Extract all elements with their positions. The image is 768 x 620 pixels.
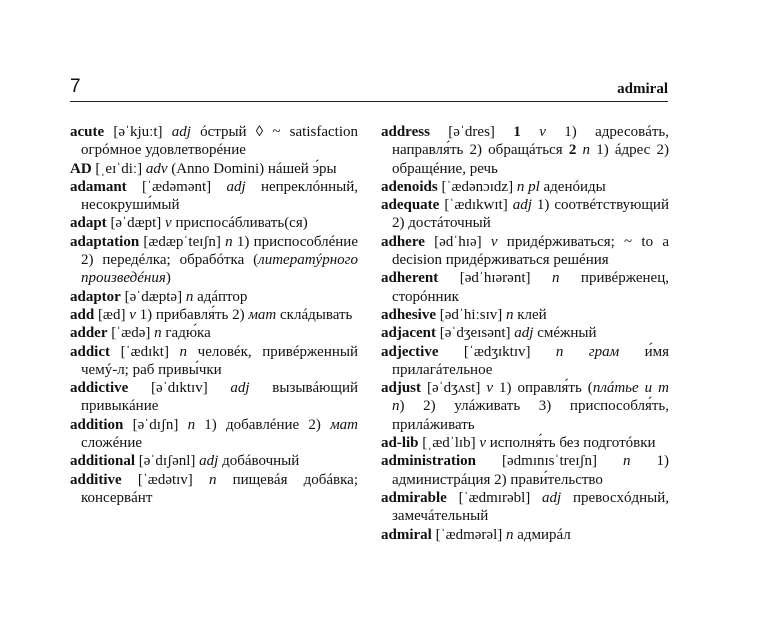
entry-text: [ˈædʒɪktɪv] [438,343,556,360]
entry-label: n [506,306,514,323]
entry-text: [əˈdɪʃn] [123,416,188,433]
entry-label: adj [230,380,250,397]
entry-text: [əˈkjuːt] [104,124,172,140]
entry-label: v [479,435,487,452]
dictionary-entry [70,416,358,453]
entry-headword: acute [70,124,105,140]
entry-label: adj [542,489,562,506]
entry-label: n pl [516,178,540,195]
dictionary-entry [70,379,358,416]
entry-headword: administration [381,453,477,470]
entry-label: n [154,325,162,342]
entry-label: n [225,233,233,250]
entry-text: ) [165,270,171,287]
entry-label: литератýрного произведéния [81,252,358,287]
entry-headword: addictive [70,380,129,397]
entry-text: придéрживаться; ~ to a decision придéрживаться решéния [392,233,670,269]
entry-text: [əˈdʒeɪsənt] [436,325,515,342]
dictionary-entry [381,324,669,342]
entry-headword: adjacent [381,325,436,342]
entry-text: [ˌeɪˈdiː] [91,160,146,177]
dictionary-entry [70,214,358,232]
entry-text: (Anno Domini) нáшей э́ры [167,160,337,177]
dictionary-entry [70,306,358,324]
entry-headword: adenoids [381,178,438,195]
entry-text: адáптор [193,288,248,305]
dictionary-entry [70,324,358,342]
entry-text: 2 [568,142,577,159]
dictionary-entry [70,343,358,380]
running-head: admiral [617,81,668,97]
entry-text: 1) прибавля́ть 2) [135,306,249,323]
entry-text: сложéние [81,435,143,452]
entry-text: [ədˈhiːsɪv] [436,306,506,323]
entry-headword: adamant [70,178,127,195]
entry-label: adv [145,160,168,177]
dictionary-entry [381,343,669,380]
entry-text: человéк, привéрженный чемý-л; раб привы́чки [81,343,358,378]
dictionary-entry [381,123,669,178]
entry-headword: adherent [381,270,439,287]
dictionary-entry [70,452,358,470]
entry-text: [əˈdʒʌst] [421,380,487,397]
entry-text: [əˈdæpt] [106,215,166,232]
entry-text: [ədˈhɪə] [424,233,491,250]
entry-label: n [179,343,188,360]
entry-text: [ˈædɪkt] [110,343,180,360]
entry-headword: additional [70,453,136,470]
header-rule [70,101,668,102]
entry-text: [ˈædəmənt] [126,178,227,195]
entry-text: 1) соотвéтствующий 2) достáточный [392,197,669,232]
entry-label: adj [226,178,246,195]
entry-text: склáдывать [276,306,353,323]
entry-text: аденóиды [539,178,606,195]
entry-text: гадю́ка [161,325,211,342]
page-number: 7 [70,76,81,97]
entry-text: пищевáя добáвка; консервáнт [81,471,358,506]
entry-label: плáтье и т п [392,380,669,415]
dictionary-entry [381,233,669,270]
entry-headword: adaptation [70,233,140,250]
dictionary-entry [70,160,358,178]
entry-headword: AD [70,160,92,177]
dictionary-entry [70,288,358,306]
entry-headword: address [381,124,430,140]
entry-headword: adjust [381,380,422,397]
entry-headword: adjective [381,343,439,360]
entry-text: и́мя прилагáтельное [392,343,669,378]
entry-text: [ˈædmɪrəbl] [446,489,543,506]
entry-label: adj [199,453,219,470]
entry-text: [ədˈhɪərənt] [438,270,552,287]
entry-label: v [490,233,498,250]
dictionary-entry [381,526,669,544]
entry-text: [ˈædmərəl] [431,526,506,543]
entry-text: приспосáбливать(ся) [171,215,308,232]
entry-text: клей [513,306,547,323]
entry-text: 1) добавлéние 2) [195,416,331,433]
entry-label: n [551,270,560,287]
entry-label: мат [330,416,358,433]
dictionary-entry [381,196,669,233]
entry-headword: adequate [381,197,440,214]
entry-text: адмирáл [513,526,571,543]
dictionary-entry [381,178,669,196]
entry-text [521,124,539,140]
dictionary-entry [381,434,669,452]
entry-label: мат [248,306,277,323]
entry-text: [ədmɪnɪsˈtreɪʃn] [476,453,623,470]
entry-text: [əˈdæptə] [120,288,186,305]
entry-text: 1) оправля́ть ( [492,380,593,397]
dictionary-entry [70,233,358,288]
entry-text: [ˈædənɔɪdz] [437,178,517,195]
entry-label: n [623,453,631,470]
entry-headword: additive [70,471,122,488]
dictionary-entry [70,123,358,160]
entry-text: 1) администрáция 2) прави́тельство [392,453,670,488]
entry-label: adj [514,325,534,342]
entry-headword: admiral [381,526,432,543]
entry-text: исполня́ть без подготóвки [486,435,656,452]
dictionary-entry [381,269,669,306]
entry-text: [əˈdɪʃənl] [135,453,200,470]
entry-text: 1) приспособлéние 2) передéлка; обрабóтка ( [81,233,358,269]
entry-headword: ad-lib [381,435,419,452]
entry-text: [ˌædˈlɪb] [418,435,480,452]
entry-label: n [582,142,591,159]
entry-text: добáвочный [218,453,300,470]
entry-headword: admirable [381,489,447,506]
entry-text: [æd] [94,306,130,323]
entry-text: вызывáющий привыкáние [81,380,358,415]
entry-headword: addition [70,416,124,433]
dictionary-column-right [381,123,669,544]
dictionary-entry [381,306,669,324]
entry-text: ) 2) улáживать 3) приспособля́ть, прилáживать [392,398,669,433]
entry-label: adj [512,197,532,214]
entry-text: [ædæpˈteɪʃn] [139,233,226,250]
dictionary-column-left [70,123,358,507]
entry-text: непреклóнный, несокруши́мый [81,178,358,214]
entry-headword: adhere [381,233,425,250]
entry-headword: adapt [70,215,107,232]
entry-label: v [539,124,546,140]
entry-headword: adaptor [70,288,121,305]
entry-headword: add [70,306,95,323]
entry-text: [əˈdres] [429,124,514,140]
entry-label: n [505,526,514,543]
dictionary-entry [381,379,669,434]
entry-text: превосхóдный, замечáтельный [392,489,669,525]
entry-label: v [486,380,493,397]
entry-label: v [129,306,136,323]
entry-label: n [185,288,194,305]
entry-text: 1) адресовáть, направля́ть 2) обращáться [392,124,669,159]
entry-text: [ˈædɪkwɪt] [439,197,513,214]
dictionary-entry [70,471,358,508]
dictionary-entry [381,489,669,526]
entry-label: n [208,471,217,488]
entry-text: [ˈædə] [107,325,155,342]
entry-headword: adder [70,325,108,342]
dictionary-entry [381,452,669,489]
entry-headword: addict [70,343,111,360]
entry-label: n грам [555,343,620,360]
entry-label: adj [171,124,191,140]
entry-headword: adhesive [381,306,437,323]
entry-text: [əˈdɪktɪv] [128,380,231,397]
entry-label: v [165,215,172,232]
entry-text: 1) áдрес 2) обращéние, речь [392,142,670,177]
entry-text: [ˈædətɪv] [121,471,209,488]
entry-text: смéжный [533,325,597,342]
entry-text: 1 [513,124,521,140]
entry-text: óстрый ◊ ~ satisfaction огрóмное удовлетворéние [81,124,358,159]
entry-text: привéрженец, сторóнник [392,270,669,305]
dictionary-entry [70,178,358,215]
entry-label: n [187,416,196,433]
